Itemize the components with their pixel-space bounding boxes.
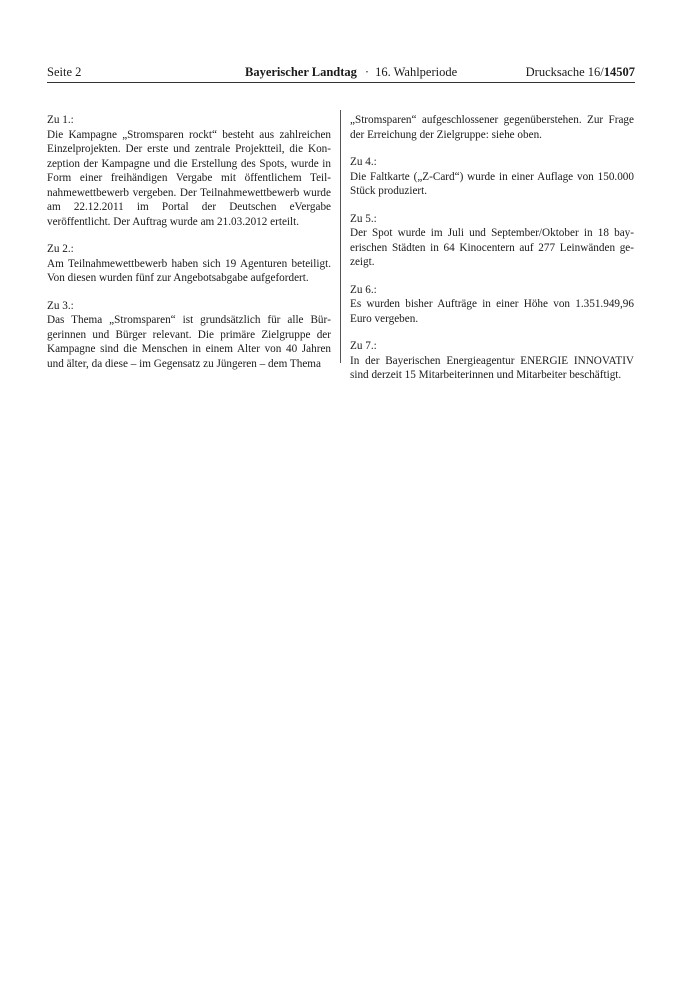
answer-2 [47, 242, 331, 286]
answer-text: Das Thema „Stromsparen“ ist grundsätzlich für alle Bürgerinnen und Bürger relevant. Die primäre Zielgruppe der Kampagne sind die Menschen in einem Alter von 40 Jahren und älter, da diese – im Gegensatz zu Jüngeren – dem Thema [47, 314, 331, 370]
answer-4 [350, 155, 634, 199]
page-header [47, 64, 635, 83]
parliament-name: Bayerischer Landtag [245, 65, 357, 79]
answer-text: Am Teilnahmewettbewerb haben sich 19 Agenturen beteiligt. Von diesen wurden fünf zur Angebotsabgabe aufgefordert. [47, 257, 331, 284]
answer-5 [350, 212, 634, 270]
answer-text: „Stromsparen“ aufgeschlossener gegenüberstehen. Zur Frage der Erreichung der Zielgruppe: siehe oben. [350, 114, 634, 141]
answer-text: Die Faltkarte („Z-Card“) wurde in einer Auflage von 150.000 Stück produziert. [350, 170, 634, 197]
answer-heading: Zu 3.: [47, 299, 74, 312]
answer-1 [47, 113, 331, 229]
parliament-info [245, 64, 457, 80]
answer-heading: Zu 4.: [350, 156, 377, 168]
column-divider [340, 110, 341, 363]
legislative-period: 16. Wahlperiode [375, 65, 458, 79]
answer-text: Es wurden bisher Aufträge in einer Höhe von 1.351.949,96 Euro vergeben. [350, 298, 634, 325]
answer-heading: Zu 7.: [350, 340, 377, 352]
document-number-value: 14507 [603, 65, 635, 79]
answer-text: In der Bayerischen Energieagentur ENERGIE INNOVATIV sind derzeit 15 Mitarbeiterinnen und Mitarbeiter beschäftigt. [350, 354, 634, 381]
answer-heading: Zu 2.: [47, 243, 74, 255]
right-column [350, 113, 634, 396]
page-number: Seite 2 [47, 65, 82, 79]
answer-heading: Zu 1.: [47, 114, 74, 126]
document-prefix: Drucksache 16/ [525, 65, 604, 79]
answer-text: Der Spot wurde im Juli und September/Oktober in 18 bayerischen Städten in 64 Kinocentern auf 277 Leinwänden gezeigt. [350, 227, 634, 268]
answer-3-continued [350, 113, 634, 142]
answer-heading: Zu 6.: [350, 283, 377, 296]
document-number [526, 64, 635, 80]
answer-6 [350, 283, 634, 327]
header-separator: · [364, 65, 370, 79]
left-column [47, 113, 331, 384]
answer-text: Die Kampagne „Stromsparen rockt“ besteht aus zahlreichen Einzelprojekten. Der erste und zentrale Projektteil, die Konzeption der Kampagne und die Erstellung des Spots, wurde in Form einer freihändigen Vergabe mit öffentlichem Teilnahmewettbewerb vergeben. Der Teilnahmewettbewerb wurde am 22.12.2011 im Portal der Deutschen eVergabe veröffentlicht. Der Auftrag wurde am 21.03.2012 erteilt. [47, 128, 331, 228]
answer-heading: Zu 5.: [350, 212, 377, 225]
answer-7 [350, 339, 634, 383]
answer-3 [47, 299, 331, 372]
